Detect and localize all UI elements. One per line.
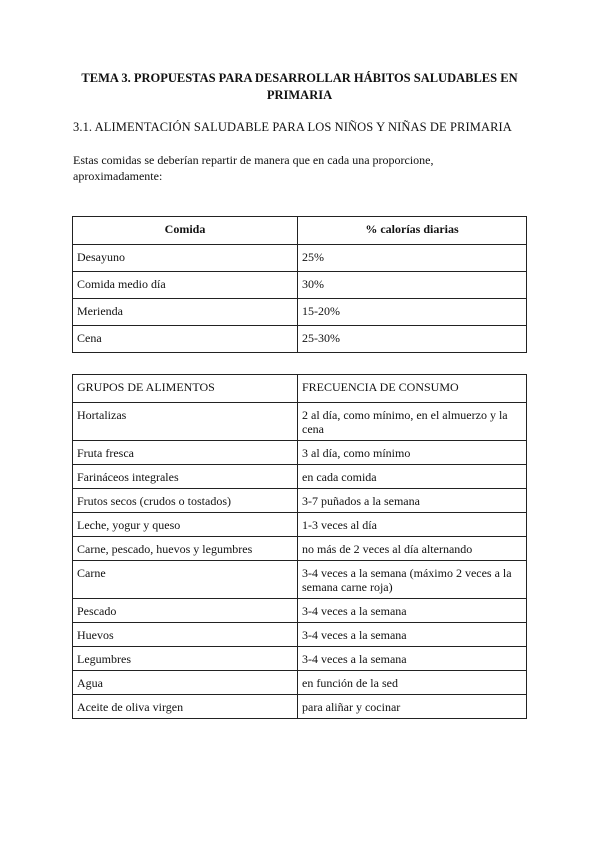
table-row xyxy=(73,489,527,513)
table-cell: Desayuno xyxy=(73,245,298,272)
table-row xyxy=(73,671,527,695)
table-row xyxy=(73,695,527,719)
table-cell: Huevos xyxy=(73,623,298,647)
header-cell: % calorías diarias xyxy=(298,217,527,245)
calories-table xyxy=(72,216,527,353)
table-cell: Fruta fresca xyxy=(73,441,298,465)
table-cell: para aliñar y cocinar xyxy=(298,695,527,719)
table-cell: Hortalizas xyxy=(73,403,298,441)
table-cell: Farináceos integrales xyxy=(73,465,298,489)
table-cell: Carne xyxy=(73,561,298,599)
table-row xyxy=(73,245,527,272)
header-cell: Comida xyxy=(73,217,298,245)
table-header-row xyxy=(73,217,527,245)
table-cell: 25% xyxy=(298,245,527,272)
table-row xyxy=(73,403,527,441)
table-row xyxy=(73,647,527,671)
table-cell: Pescado xyxy=(73,599,298,623)
table-row xyxy=(73,272,527,299)
table-row xyxy=(73,465,527,489)
table-row xyxy=(73,623,527,647)
intro-paragraph: Estas comidas se deberían repartir de manera que en cada una proporcione, aproximadamente: xyxy=(73,153,434,183)
table-cell: 3-7 puñados a la semana xyxy=(298,489,527,513)
table-row xyxy=(73,561,527,599)
table-cell: 3 al día, como mínimo xyxy=(298,441,527,465)
table-cell: 15-20% xyxy=(298,299,527,326)
table-row xyxy=(73,513,527,537)
table-cell: Legumbres xyxy=(73,647,298,671)
header-cell: FRECUENCIA DE CONSUMO xyxy=(298,375,527,403)
table-row xyxy=(73,299,527,326)
table-cell: 1-3 veces al día xyxy=(298,513,527,537)
table-cell: 2 al día, como mínimo, en el almuerzo y la cena xyxy=(298,403,527,441)
calories-table-body xyxy=(73,245,527,353)
table-row xyxy=(73,441,527,465)
table-cell: no más de 2 veces al día alternando xyxy=(298,537,527,561)
page-title: TEMA 3. PROPUESTAS PARA DESARROLLAR HÁBITOS SALUDABLES EN PRIMARIA xyxy=(81,71,518,102)
table-cell: 25-30% xyxy=(298,326,527,353)
table-cell: 3-4 veces a la semana xyxy=(298,599,527,623)
table-cell: Cena xyxy=(73,326,298,353)
food-frequency-table-body xyxy=(73,403,527,719)
table-cell: Leche, yogur y queso xyxy=(73,513,298,537)
table-cell: Comida medio día xyxy=(73,272,298,299)
table-row xyxy=(73,537,527,561)
table-cell: Merienda xyxy=(73,299,298,326)
table-cell: 30% xyxy=(298,272,527,299)
table-cell: Carne, pescado, huevos y legumbres xyxy=(73,537,298,561)
table-cell: 3-4 veces a la semana xyxy=(298,647,527,671)
table-cell: en cada comida xyxy=(298,465,527,489)
table-cell: Agua xyxy=(73,671,298,695)
food-frequency-table xyxy=(72,374,527,719)
section-heading: 3.1. ALIMENTACIÓN SALUDABLE PARA LOS NIÑOS Y NIÑAS DE PRIMARIA xyxy=(73,120,512,134)
table-header-row xyxy=(73,375,527,403)
table-cell: 3-4 veces a la semana (máximo 2 veces a la semana carne roja) xyxy=(298,561,527,599)
header-cell: GRUPOS DE ALIMENTOS xyxy=(73,375,298,403)
table-cell: Aceite de oliva virgen xyxy=(73,695,298,719)
table-cell: en función de la sed xyxy=(298,671,527,695)
table-cell: Frutos secos (crudos o tostados) xyxy=(73,489,298,513)
table-row xyxy=(73,326,527,353)
table-row xyxy=(73,599,527,623)
table-cell: 3-4 veces a la semana xyxy=(298,623,527,647)
